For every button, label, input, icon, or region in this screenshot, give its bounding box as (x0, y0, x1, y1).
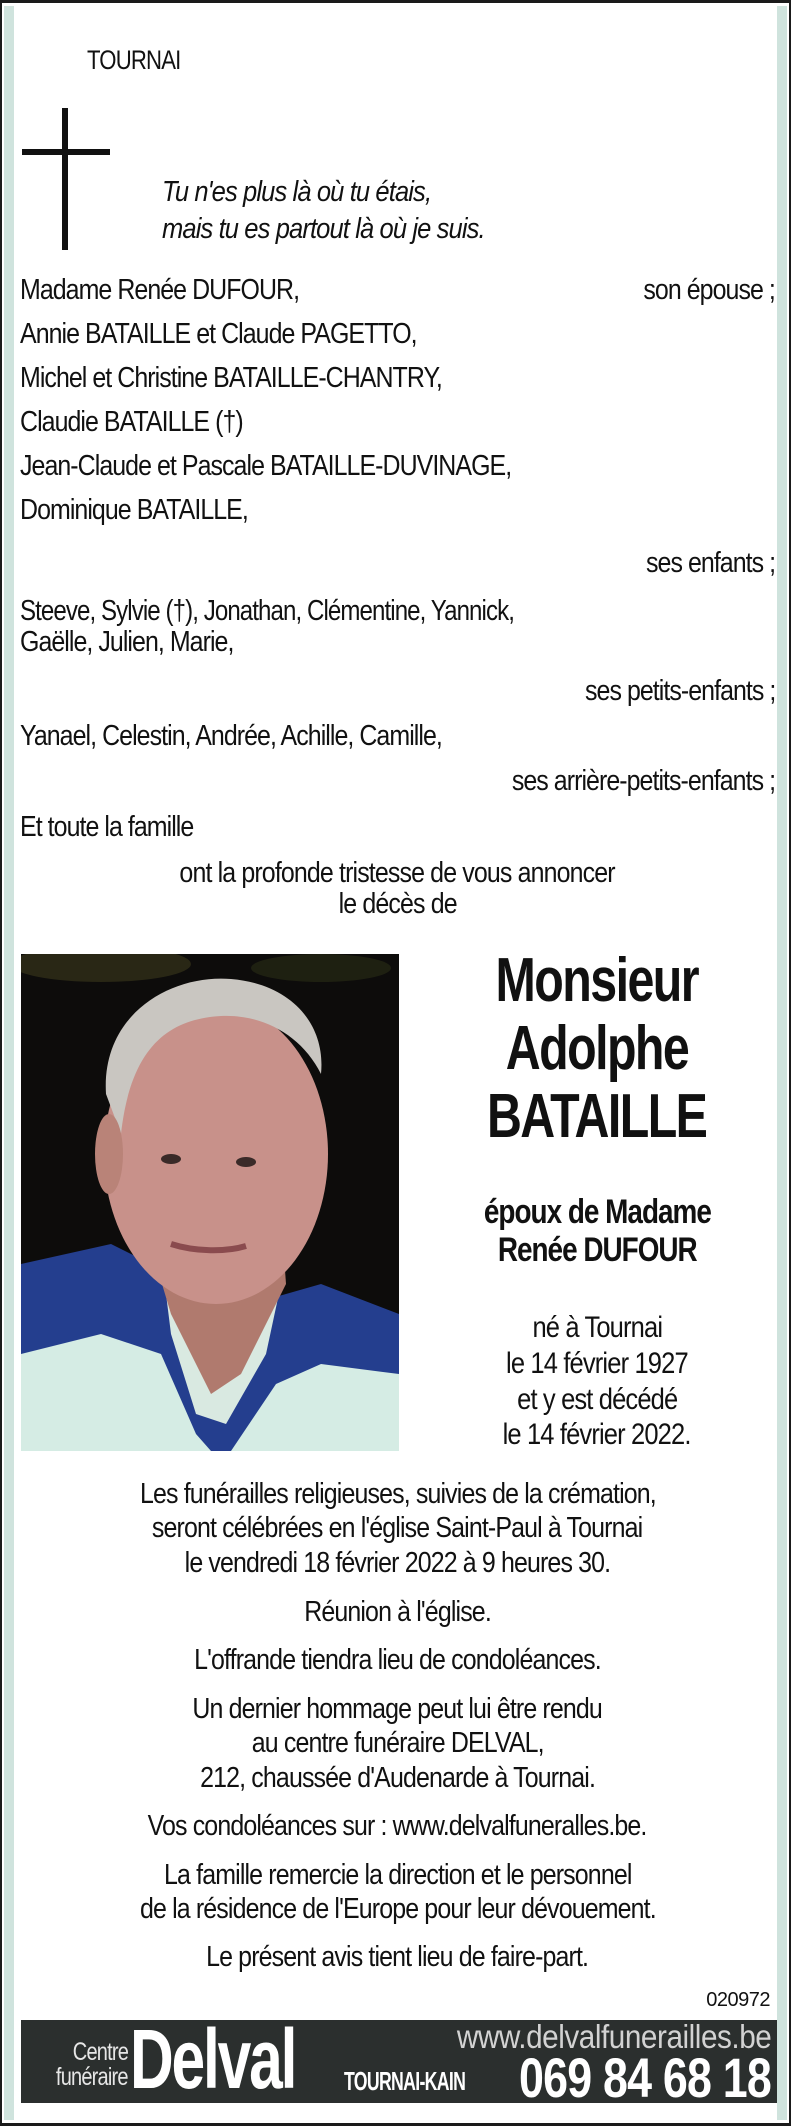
banner-website-link[interactable]: www.delvalfunerailles.be (456, 2020, 771, 2055)
condolences-link[interactable]: Vos condoléances sur : www.delvalfuneralles.be. (148, 1810, 647, 1842)
deceased-last-name: BATAILLE (487, 1082, 707, 1151)
thanks-line-1: La famille remercie la direction et le personnel (163, 1859, 632, 1891)
banner-funeraire-label: funéraire (56, 2063, 128, 2091)
funeral-line-2: seront célébrées en l'église Saint-Paul à Tournai (152, 1512, 643, 1544)
banner-location: TOURNAI-KAIN (344, 2066, 466, 2096)
announcement-line-1: ont la profonde tristesse de vous annoncer (179, 857, 616, 889)
meeting-info: Réunion à l'église. (304, 1596, 491, 1628)
birth-date: le 14 février 1927 (506, 1347, 688, 1380)
child-5: Dominique BATAILLE, (20, 494, 248, 526)
tribute-line-1: Un dernier hommage peut lui être rendu (192, 1693, 603, 1725)
portrait-photo (21, 954, 399, 1451)
funeral-home-banner (21, 2020, 777, 2103)
thanks-line-2: de la résidence de l'Europe pour leur dévouement. (139, 1893, 656, 1925)
child-2: Michel et Christine BATAILLE-CHANTRY, (20, 362, 442, 394)
announcement-line-2: le décès de (338, 888, 457, 920)
death-date: le 14 février 2022. (503, 1418, 691, 1451)
grandchildren-relation: ses petits-enfants ; (584, 675, 775, 707)
tribute-line-3: 212, chaussée d'Audenarde à Tournai. (200, 1762, 595, 1794)
children-relation: ses enfants ; (645, 547, 775, 579)
child-3: Claudie BATAILLE (†) (20, 406, 243, 438)
quote-line-1: Tu n'es plus là où tu étais, (162, 176, 432, 208)
child-1: Annie BATAILLE et Claude PAGETTO, (20, 318, 417, 350)
family-closing: Et toute la famille (20, 811, 194, 843)
death-place: et y est décédé (516, 1383, 678, 1416)
city-heading: TOURNAI (87, 45, 181, 75)
birth-place: né à Tournai (532, 1311, 662, 1344)
deceased-first-name: Adolphe (505, 1014, 689, 1083)
funeral-line-3: le vendredi 18 février 2022 à 9 heures 30. (184, 1547, 611, 1579)
great-grandchildren-line: Yanael, Celestin, Andrée, Achille, Camille, (20, 720, 442, 752)
great-grandchildren-relation: ses arrière-petits-enfants ; (511, 765, 775, 797)
grandchildren-line-1: Steeve, Sylvie (†), Jonathan, Clémentine, Yannick, (20, 595, 514, 627)
funeral-line-1: Les funérailles religieuses, suivies de la crémation, (139, 1478, 656, 1510)
banner-phone-number[interactable]: 069 84 68 18 (519, 2046, 771, 2103)
child-4: Jean-Claude et Pascale BATAILLE-DUVINAGE, (20, 450, 512, 482)
notice-line: Le présent avis tient lieu de faire-part. (206, 1941, 589, 1973)
deceased-title: Monsieur (495, 946, 699, 1015)
brand-logo: Delval (130, 2020, 296, 2103)
reference-number: 020972 (706, 1989, 770, 2011)
tribute-line-2: au centre funéraire DELVAL, (251, 1727, 544, 1759)
spouse-of-line-1: époux de Madame (483, 1193, 711, 1231)
spouse-relation: son épouse ; (643, 274, 775, 306)
quote-line-2: mais tu es partout là où je suis. (162, 213, 485, 245)
offering-info: L'offrande tiendra lieu de condoléances. (194, 1644, 601, 1676)
left-side-strip (4, 6, 14, 2120)
banner-centre-label: Centre (72, 2038, 128, 2066)
grandchildren-line-2: Gaëlle, Julien, Marie, (20, 626, 234, 658)
spouse-name: Madame Renée DUFOUR, (20, 274, 300, 306)
spouse-of-line-2: Renée DUFOUR (497, 1231, 697, 1269)
